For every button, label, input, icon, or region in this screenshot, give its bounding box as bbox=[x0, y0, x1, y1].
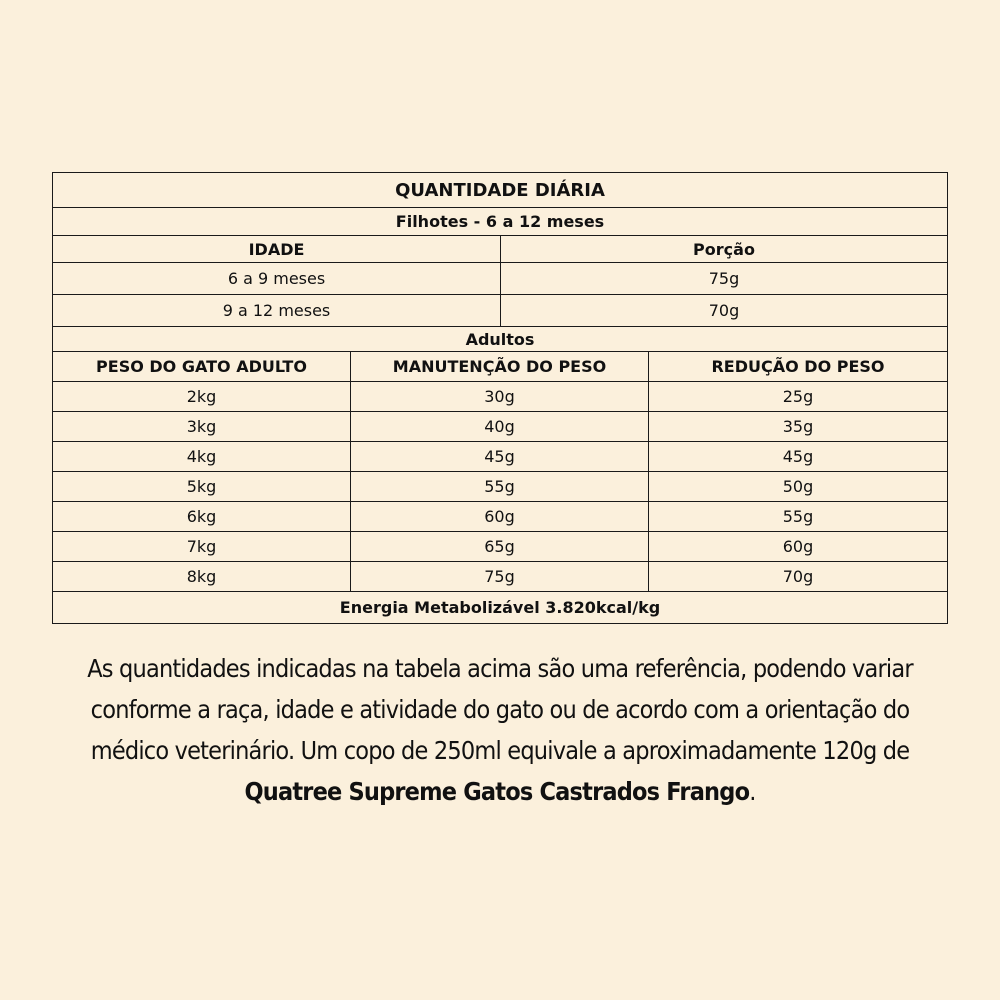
maintenance-cell bbox=[351, 412, 649, 441]
product-name: Quatree Supreme Gatos Castrados Frango bbox=[244, 777, 750, 806]
header-weight: PESO DO GATO ADULTO bbox=[96, 357, 307, 376]
age-value: 9 a 12 meses bbox=[222, 301, 331, 320]
maintenance-value: 75g bbox=[484, 567, 515, 586]
table-row bbox=[53, 562, 947, 592]
header-weight-cell bbox=[53, 352, 351, 381]
note-text: As quantidades indicadas na tabela acima são uma referência, podendo variar conforme a raça, idade e atividade do gato ou de acordo com a orientação do médico veterinário. Um copo de 250ml equivale a aproximadamente 120g de bbox=[87, 654, 913, 765]
weight-value: 5kg bbox=[186, 477, 217, 496]
weight-cell bbox=[53, 502, 351, 531]
reduction-cell bbox=[649, 412, 947, 441]
portion-value: 75g bbox=[708, 269, 740, 288]
table-row bbox=[53, 412, 947, 442]
reduction-cell bbox=[649, 382, 947, 411]
table-title: QUANTIDADE DIÁRIA bbox=[395, 179, 605, 201]
table-row bbox=[53, 442, 947, 472]
header-maintenance: MANUTENÇÃO DO PESO bbox=[392, 357, 607, 376]
maintenance-value: 60g bbox=[484, 507, 515, 526]
reduction-value: 45g bbox=[782, 447, 814, 466]
reduction-value: 25g bbox=[782, 387, 814, 406]
maintenance-cell bbox=[351, 382, 649, 411]
maintenance-cell bbox=[351, 442, 649, 471]
header-reduction-cell bbox=[649, 352, 947, 381]
kittens-subtitle-row bbox=[53, 208, 947, 236]
portion-value: 70g bbox=[708, 301, 740, 320]
reduction-value: 70g bbox=[782, 567, 814, 586]
maintenance-cell bbox=[351, 562, 649, 591]
table-row bbox=[53, 382, 947, 412]
reduction-cell bbox=[649, 502, 947, 531]
reduction-cell bbox=[649, 472, 947, 501]
weight-cell bbox=[53, 382, 351, 411]
reduction-value: 50g bbox=[782, 477, 814, 496]
maintenance-value: 40g bbox=[484, 417, 515, 436]
reduction-cell bbox=[649, 562, 947, 591]
weight-value: 8kg bbox=[186, 567, 217, 586]
header-maintenance-cell bbox=[351, 352, 649, 381]
weight-cell bbox=[53, 412, 351, 441]
table-row bbox=[53, 502, 947, 532]
maintenance-value: 55g bbox=[484, 477, 515, 496]
adults-subtitle: Adultos bbox=[465, 329, 535, 349]
table-title-row bbox=[53, 173, 947, 208]
table-row bbox=[53, 532, 947, 562]
weight-cell bbox=[53, 562, 351, 591]
header-age: IDADE bbox=[248, 239, 305, 259]
maintenance-value: 30g bbox=[484, 387, 515, 406]
note-end: . bbox=[749, 777, 756, 806]
adults-subtitle-row bbox=[53, 327, 947, 352]
weight-value: 3kg bbox=[186, 417, 217, 436]
weight-cell bbox=[53, 532, 351, 561]
maintenance-cell bbox=[351, 532, 649, 561]
header-age-cell bbox=[53, 236, 501, 262]
weight-cell bbox=[53, 442, 351, 471]
table-row bbox=[53, 263, 947, 295]
adults-header-row bbox=[53, 352, 947, 382]
weight-value: 4kg bbox=[186, 447, 217, 466]
header-portion-cell bbox=[501, 236, 947, 262]
feeding-note bbox=[77, 648, 923, 812]
portion-cell bbox=[501, 295, 947, 326]
reduction-value: 60g bbox=[782, 537, 814, 556]
reduction-value: 35g bbox=[782, 417, 814, 436]
header-reduction: REDUÇÃO DO PESO bbox=[711, 357, 885, 376]
table-row bbox=[53, 472, 947, 502]
maintenance-cell bbox=[351, 472, 649, 501]
table-row bbox=[53, 295, 947, 327]
reduction-cell bbox=[649, 442, 947, 471]
age-value: 6 a 9 meses bbox=[227, 269, 326, 288]
portion-cell bbox=[501, 263, 947, 294]
header-portion: Porção bbox=[693, 239, 755, 259]
feeding-table bbox=[52, 172, 948, 624]
kittens-header-row bbox=[53, 236, 947, 263]
reduction-cell bbox=[649, 532, 947, 561]
age-cell bbox=[53, 263, 501, 294]
energy-row bbox=[53, 592, 947, 622]
maintenance-value: 45g bbox=[484, 447, 515, 466]
kittens-subtitle: Filhotes - 6 a 12 meses bbox=[395, 212, 605, 231]
weight-value: 6kg bbox=[186, 507, 217, 526]
age-cell bbox=[53, 295, 501, 326]
weight-cell bbox=[53, 472, 351, 501]
energy-text: Energia Metabolizável 3.820kcal/kg bbox=[339, 597, 661, 617]
maintenance-value: 65g bbox=[484, 537, 515, 556]
maintenance-cell bbox=[351, 502, 649, 531]
reduction-value: 55g bbox=[782, 507, 814, 526]
weight-value: 2kg bbox=[186, 387, 217, 406]
weight-value: 7kg bbox=[186, 537, 217, 556]
